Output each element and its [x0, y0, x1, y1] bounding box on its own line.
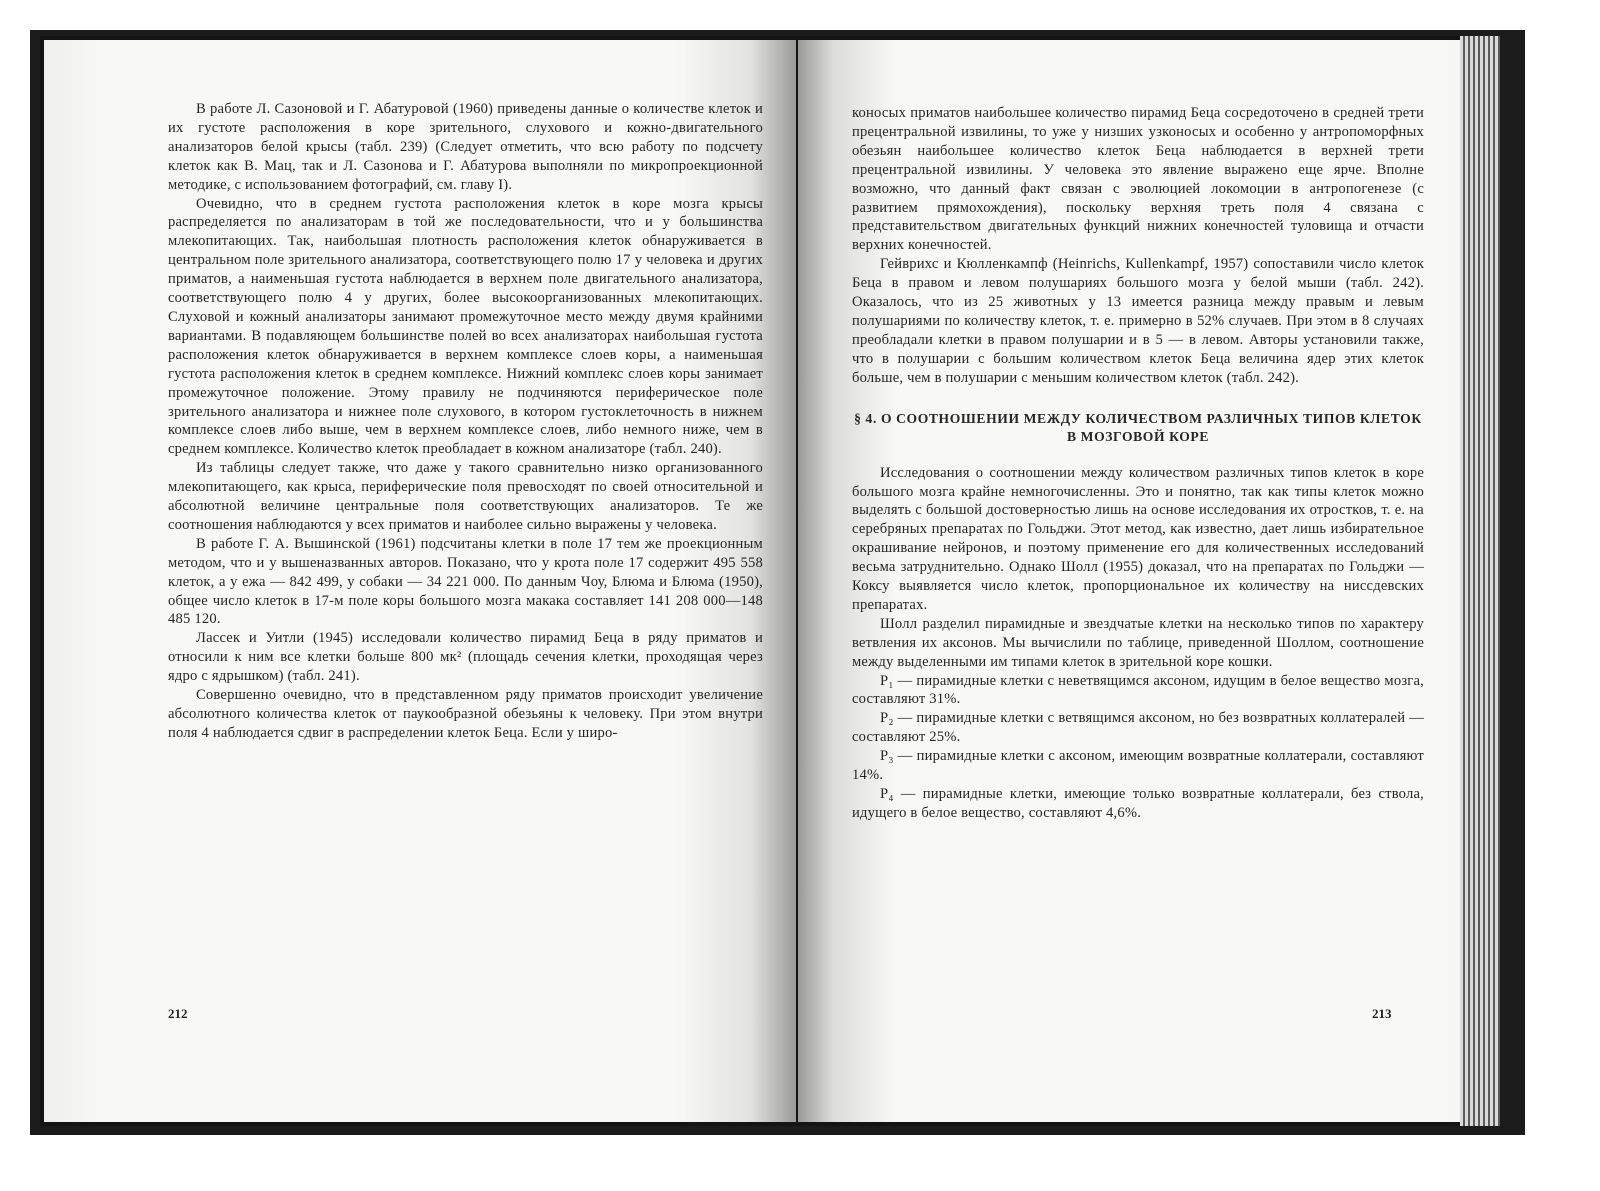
paragraph: коносых приматов наибольшее количество пирамид Беца сосредоточено в средней трети прецентральной извилины, то уже у низших узконосых и особенно у антропоморфных обезьян наибольшее количество клеток Беца наблюдается в верхней трети прецентральной извилины. У человека это явление выражено еще ярче. Вполне возможно, что данный факт связан с эволюцией локомоции в антропогенезе (с развитием прямохождения), поскольку верхняя треть поля 4 связана с представительством двигательных функций нижних конечностей туловища и отчасти верхних конечностей.: [852, 105, 1424, 254]
paragraph: Исследования о соотношении между количеством различных типов клеток в коре большого мозга крайне немногочисленны. Это и понятно, так как типы клеток можно выделять с большой достоверностью лишь на основе исследования их отростков, т. е. на серебряных препаратах по Гольджи. Этот метод, как известно, дает лишь избирательное окрашивание нейронов, и поэтому применение его для количественных исследований весьма затруднительно. Однако Шолл (1955) доказал, что на препаратах по Гольджи — Коксу выявляется число клеток, пропорциональное их количеству на ниссдевских препаратах.: [852, 464, 1424, 613]
section-heading: § 4. О СООТНОШЕНИИ МЕЖДУ КОЛИЧЕСТВОМ РАЗЛИЧНЫХ ТИПОВ КЛЕТОК В МОЗГОВОЙ КОРЕ: [854, 410, 1422, 444]
paragraph: В работе Г. А. Вышинской (1961) подсчитаны клетки в поле 17 тем же проекционным методом, что и у вышеназванных авторов. Показано, что у крота поле 17 содержит 495 558 клеток, а у ежа — 842 499, у собаки — 34 221 000. По данным Чоу, Блюма и Блюма (1950), общее число клеток в 17-м поле коры большого мозга макака составляет 141 208 000—148 485 120.: [168, 535, 763, 628]
left-page-text: [168, 100, 763, 743]
left-page: [44, 40, 796, 1122]
paragraph: Гейврихс и Кюлленкампф (Heinrichs, Kullenkampf, 1957) сопоставили число клеток Беца в правом и левом полушариях большого мозга у белой мыши (табл. 242). Оказалось, что из 25 животных у 13 имеется разница между правым и левым полушариями по количеству клеток, т. е. примерно в 52% случаев. При этом в 8 случаях преобладали клетки в правом полушарии и в 5 — в левом. Авторы установили также, что в полушарии с большим количеством клеток Беца величина ядер этих клеток больше, чем в полушарии с меньшим количеством клеток (табл. 242).: [852, 256, 1424, 386]
paragraph: Лассек и Уитли (1945) исследовали количество пирамид Беца в ряду приматов и относили к ним все клетки больше 800 мк² (площадь сечения клетки, проходящая через ядро с ядрышком) (табл. 241).: [168, 630, 763, 685]
paragraph: Совершенно очевидно, что в представленном ряду приматов происходит увеличение абсолютного количества клеток от паукообразной обезьяны к человеку. При этом внутри поля 4 наблюдается сдвиг в распределении клеток Беца. Если у широ-: [168, 687, 763, 741]
right-page: [798, 40, 1500, 1122]
paragraph: P₃ — пирамидные клетки с аксоном, имеющим возвратные коллатерали, составляют 14%.: [852, 748, 1424, 784]
paragraph: P₁ — пирамидные клетки с неветвящимся аксоном, идущим в белое вещество мозга, составляют 31%.: [852, 672, 1424, 708]
page-edges: [1460, 36, 1500, 1126]
right-page-text: [852, 104, 1424, 823]
book-spread: [40, 36, 1500, 1126]
page-number: 213: [1372, 1006, 1392, 1021]
paragraph: Из таблицы следует также, что даже у такого сравнительно низко организованного млекопитающего, как крыса, периферические поля превосходят по своей относительной и абсолютной величине центральные поля соответствующих анализаторов. Те же соотношения наблюдаются у всех приматов и наиболее сильно выражены у человека.: [168, 460, 763, 533]
page-number: 212: [168, 1006, 188, 1021]
paragraph: P₂ — пирамидные клетки с ветвящимся аксоном, но без возвратных коллатералей — составляют 25%.: [852, 710, 1424, 746]
paragraph: P₄ — пирамидные клетки, имеющие только возвратные коллатерали, без ствола, идущего в белое вещество, составляют 4,6%.: [852, 786, 1424, 821]
paragraph: Шолл разделил пирамидные и звездчатые клетки на несколько типов по характеру ветвления их аксонов. Мы вычислили по таблице, приведенной Шоллом, соотношение между выделенными им типами клеток в зрительной коре кошки.: [852, 615, 1424, 670]
paragraph: В работе Л. Сазоновой и Г. Абатуровой (1960) приведены данные о количестве клеток и их густоте расположения в коре зрительного, слухового и кожно-двигательного анализаторов белой крысы (табл. 239) (Следует отметить, что всю работу по подсчету клеток как В. Мац, так и Л. Сазонова и Г. Абатурова выполняли по микропроекционной методике, с использованием фотографий, см. главу I).: [168, 101, 763, 193]
paragraph: Очевидно, что в среднем густота расположения клеток в коре мозга крысы распределяется по анализаторам в той же последовательности, что и у большинства млекопитающих. Так, наибольшая плотность расположения клеток обнаруживается в центральном поле зрительного анализатора, соответствующего полю 17 у человека и других приматов, а наименьшая густота наблюдается в верхнем поле двигательного анализатора, соответствующего полю 4 у других, более высокоорганизованных млекопитающих. Слуховой и кожный анализаторы занимают промежуточное место между двумя крайними вариантами. В подавляющем большинстве полей во всех анализаторах наибольшая густота расположения клеток обнаруживается в верхнем комплексе слоев коры, а наименьшая густота расположения клеток в среднем комплексе. Нижний комплекс слоев коры занимает промежуточное положение. Этому правилу не подчиняются периферическое поле зрительного анализатора и нижнее поле слухового, в котором густоклеточность в нижнем комплексе слоев либо выше, чем в верхнем комплексе слоев, либо немного ниже, чем в среднем комплексе. Количество клеток преобладает в кожном анализаторе (табл. 240).: [168, 195, 763, 458]
